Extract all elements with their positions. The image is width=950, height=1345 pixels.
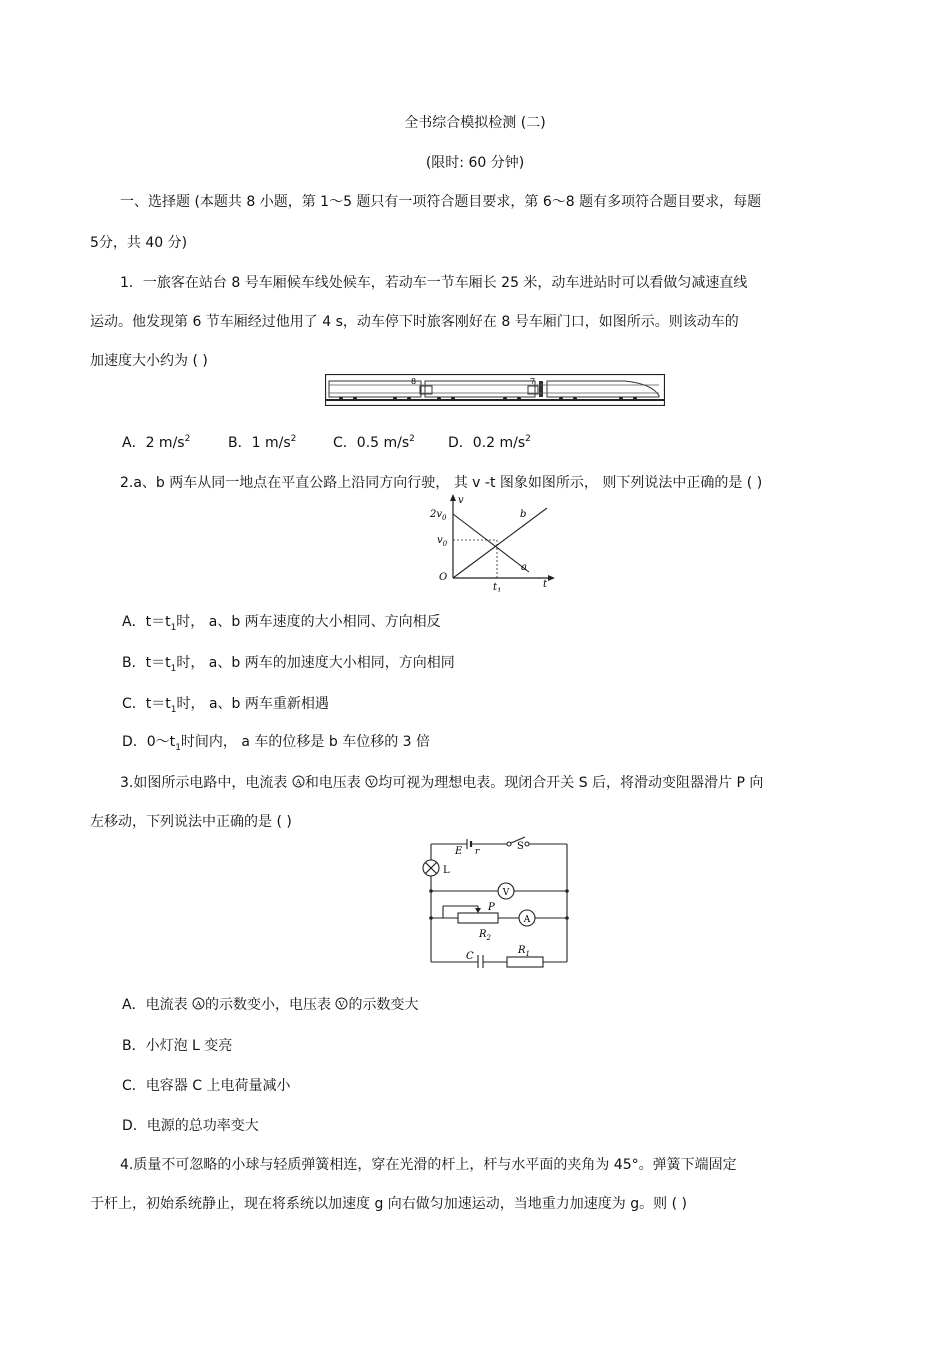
q3-stem-line1: 3.如图所示电路中，电流表 A 和电压表 V 均可视为理想电表。现闭合开关 S 后，将滑动变阻器滑片 P 向: [120, 775, 764, 791]
q2-option-b: B．$t=t_1$时， a、b 两车的加速度大小相同，方向相同: [122, 655, 455, 674]
q1-stem-line3: 加速度大小约为 ( ): [90, 353, 208, 369]
q3-option-a: A．电流表 A 的示数变小，电压表 V 的示数变大: [122, 997, 419, 1013]
q2-stem: 2.a、b 两车从同一地点在平直公路上沿同方向行驶， 其 v -t 图象如图所示， 则下列说法中正确的是 ( ): [120, 475, 763, 491]
q2-x-axis-label: t: [543, 579, 548, 590]
q3-option-b: B．小灯泡 L 变亮: [122, 1038, 233, 1054]
q2-x-tick-t1: $t_1$: [493, 582, 502, 592]
q1-option-c: C．0.5 $m/s^2$: [333, 434, 415, 451]
circuit-label-L: L: [443, 865, 450, 876]
voltmeter-symbol-icon: [335, 997, 348, 1010]
circuit-label-R2: $R_2$: [479, 929, 491, 942]
q4-stem-line1: 4.质量不可忽略的小球与轻质弹簧相连，穿在光滑的杆上，杆与水平面的夹角为 45°。弹簧下端固定: [120, 1157, 737, 1173]
svg-text:V: V: [368, 778, 375, 787]
voltmeter-icon: V: [502, 888, 510, 898]
q2-line-a-label: a: [521, 562, 527, 573]
train-figure: [325, 374, 665, 406]
q3-circuit-diagram: [415, 836, 575, 968]
section-instructions-line1: 一、选择题 (本题共 8 小题，第 1～5 题只有一项符合题目要求，第 6～8 题有多项符合题目要求，每题: [120, 194, 762, 210]
page-title: 全书综合模拟检测 (二): [404, 115, 546, 131]
ammeter-symbol-icon: [292, 775, 305, 788]
q2-y-tick-v0: $v_0$: [437, 535, 448, 548]
svg-text:A: A: [295, 778, 302, 787]
q1-option-b: B．1 $m/s^2$: [228, 434, 297, 451]
q3-option-c: C．电容器 C 上电荷量减小: [122, 1078, 291, 1094]
section-instructions-line2: 5分，共 40 分): [90, 235, 188, 251]
q2-option-c: C．$t=t_1$时， a、b 两车重新相遇: [122, 696, 329, 715]
svg-text:A: A: [195, 1000, 202, 1009]
circuit-label-r: r: [475, 847, 480, 857]
q1-option-d: D．0.2 $m/s^2$: [448, 434, 531, 451]
voltmeter-symbol-icon: [365, 775, 378, 788]
train-car-number-8: 8: [411, 377, 417, 386]
q3-option-d: D．电源的总功率变大: [122, 1118, 259, 1134]
circuit-label-R1: $R_1$: [518, 945, 530, 958]
q2-origin-label: O: [439, 572, 448, 583]
ammeter-symbol-icon: [192, 997, 205, 1010]
time-limit: (限时: 60 分钟): [425, 155, 525, 171]
svg-text:V: V: [339, 1000, 345, 1009]
train-car-number-7: 7: [530, 377, 536, 386]
q2-vt-graph: [425, 492, 560, 592]
q2-y-tick-2v0: $2v_0$: [430, 509, 447, 522]
circuit-label-S: S: [517, 841, 524, 852]
q2-option-a: A．$t=t_1$时， a、b 两车速度的大小相同、方向相反: [122, 614, 441, 633]
q2-line-b-label: b: [520, 509, 527, 520]
q1-stem-line2: 运动。他发现第 6 节车厢经过他用了 4 s，动车停下时旅客刚好在 8 号车厢门口，如图所示。则该动车的: [90, 314, 739, 330]
q2-option-d: D．$0\sim t_1$时间内， a 车的位移是 b 车位移的 3 倍: [122, 734, 430, 753]
q1-stem-line1: 1．一旅客在站台 8 号车厢候车线处候车，若动车一节车厢长 25 米，动车进站时可以看做匀减速直线: [120, 275, 748, 291]
q1-option-a: A．2 $m/s^2$: [122, 434, 191, 451]
q2-y-axis-label: v: [458, 495, 464, 506]
circuit-label-P: P: [488, 902, 495, 913]
circuit-label-C: C: [466, 951, 474, 962]
ammeter-icon: A: [523, 915, 531, 925]
circuit-label-E: E: [455, 846, 463, 857]
q4-stem-line2: 于杆上，初始系统静止，现在将系统以加速度 g 向右做匀加速运动，当地重力加速度为 g。则 ( ): [90, 1196, 687, 1212]
q3-stem-line2: 左移动，下列说法中正确的是 ( ): [90, 814, 292, 830]
